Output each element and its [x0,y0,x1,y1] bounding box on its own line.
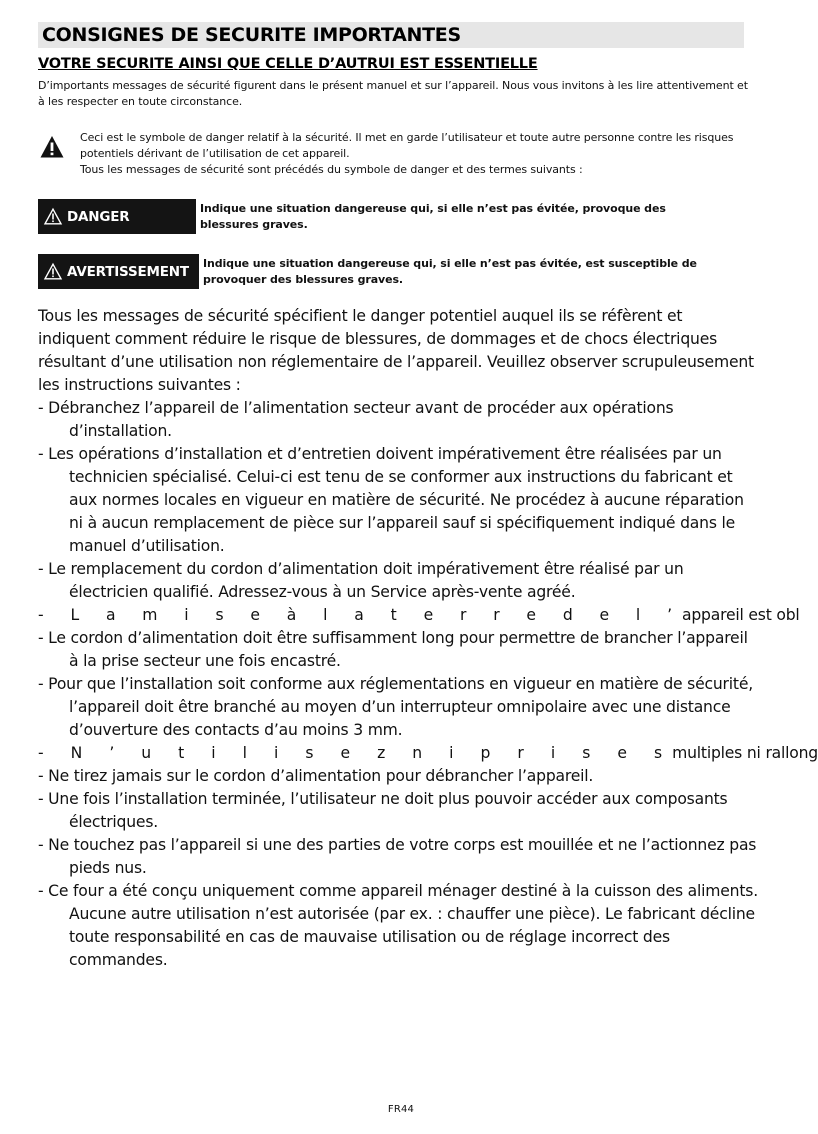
spread-letter: r [517,744,524,762]
spread-letter: i [273,744,279,762]
spread-letter: d [562,606,573,624]
list-item: - Le cordon d’alimentation doit être suffisamment long pour permettre de brancher l’appareil à la prise secteur une fois encastré. [38,629,748,670]
danger-description: Indique une situation dangereuse qui, si elle n’est pas évitée, provoque des blessures graves. [200,202,666,231]
spread-letter: u [141,744,151,762]
spread-letters [38,604,672,627]
spread-letter: e [423,606,433,624]
list-item-spread [38,742,818,765]
hazard-warning [38,254,744,289]
danger-label [38,199,196,234]
list-item-spread [38,604,818,627]
warning-label-text: AVERTISSEMENT [67,263,189,280]
danger-label-text: DANGER [67,208,130,225]
spread-letter: a [354,606,364,624]
page-number: FR44 [387,1104,415,1115]
spread-letter: i [211,744,216,762]
safety-symbol-block [38,130,744,178]
spread-letter: à [286,606,297,624]
safety-instructions [38,305,818,972]
spread-letter: z [377,744,386,762]
spread-letter: s [582,744,591,762]
list-item: - Pour que l’installation soit conforme aux réglementations en vigueur en matière de sécurité, l’appareil doit être branché au moyen d’un interrupteur omnipolaire avec une distance d’ouverture des contacts d’au moins 3 mm. [38,675,753,739]
warning-triangle-icon [40,135,64,159]
spread-letter: i [184,606,189,624]
spread-letter: i [449,744,454,762]
spread-letter: t [178,744,185,762]
symbol-text-1: Ceci est le symbole de danger relatif à la sécurité. Il met en garde l’utilisateur et toute autre personne contre les risques potentiels dérivant de l’utilisation de cet appareil. [80,131,734,160]
list-item: - Le remplacement du cordon d’alimentation doit impérativement être réalisé par un électricien qualifié. Adressez-vous à un Service après-vente agréé. [38,560,684,601]
intro-text: D’importants messages de sécurité figurent dans le présent manuel et sur l’appareil. Nous vous invitons à les lire attentivement et à les respecter en toute circonstance. [38,79,748,108]
spread-rest: multiples ni rallong [672,744,818,762]
list-item: - Les opérations d’installation et d’entretien doivent impérativement être réalisées par un technicien spécialisé. Celui-ci est tenu de se conformer aux instructions du fabricant et aux normes locales en vigueur en matière de sécurité. Ne procédez à aucune réparation ni à aucun remplacement de pièce sur l’appareil sauf si spécifiquement indiqué dans le manuel d’utilisation. [38,445,744,555]
spread-letter: l [635,606,641,624]
spread-letter: e [526,606,536,624]
spread-letter: n [412,744,422,762]
spread-rest: appareil est obl [682,606,800,624]
spread-letter: e [599,606,609,624]
document-page [38,0,818,972]
spread-letter: t [390,606,397,624]
page-subtitle: VOTRE SECURITE AINSI QUE CELLE D’AUTRUI EST ESSENTIELLE [38,56,538,72]
hazard-danger [38,199,744,234]
spread-letter: L [70,606,79,624]
spread-letter: i [550,744,555,762]
spread-letter: ’ [667,606,672,624]
instructions-intro: Tous les messages de sécurité spécifient le danger potentiel auquel ils se réfèrent et indiquent comment réduire le risque de blessures, de dommages et de chocs électriques résultant d’une utilisation non réglementaire de l’appareil. Veuillez observer scrupuleusement les instructions suivantes : [38,307,754,394]
spread-letter: e [250,606,260,624]
symbol-text-2: Tous les messages de sécurité sont précédés du symbole de danger et des termes suivants : [80,163,583,176]
spread-letter: l [242,744,247,762]
spread-letter: r [493,606,500,624]
warning-label [38,254,199,289]
page-title: CONSIGNES DE SECURITE IMPORTANTES [38,22,744,48]
warning-outline-icon [44,263,62,280]
spread-letter: r [459,606,467,624]
safety-symbol-description [80,130,744,178]
list-item: - Ne touchez pas l’appareil si une des parties de votre corps est mouillée et ne l’actionnez pas pieds nus. [38,836,757,877]
spread-letter: s [653,744,662,762]
warning-description: Indique une situation dangereuse qui, si elle n’est pas évitée, est susceptible de provoquer des blessures graves. [203,257,697,286]
spread-letter: N [70,744,83,762]
spread-letter: - [38,606,44,624]
list-item: - Une fois l’installation terminée, l’utilisateur ne doit plus pouvoir accéder aux composants électriques. [38,790,728,831]
warning-outline-icon [44,208,62,225]
spread-letter: s [305,744,314,762]
spread-letter: e [617,744,627,762]
spread-letter: m [142,606,158,624]
spread-letter: a [105,606,116,624]
spread-letter: p [480,744,491,762]
list-item: - Ne tirez jamais sur le cordon d’alimentation pour débrancher l’appareil. [38,767,594,785]
spread-letter: - [38,744,44,762]
spread-letter: ’ [109,744,115,762]
spread-letters [38,742,662,765]
spread-letter: s [215,606,224,624]
spread-letter: e [340,744,350,762]
list-item: - Ce four a été conçu uniquement comme appareil ménager destiné à la cuisson des aliments. Aucune autre utilisation n’est autorisée (par ex. : chauffer une pièce). Le fabricant décline toute responsabilité en cas de mauvaise utilisation ou de réglage incorrect des commandes. [38,882,758,969]
spread-letter: l [323,606,328,624]
list-item: - Débranchez l’appareil de l’alimentation secteur avant de procéder aux opérations d’installation. [38,399,674,440]
